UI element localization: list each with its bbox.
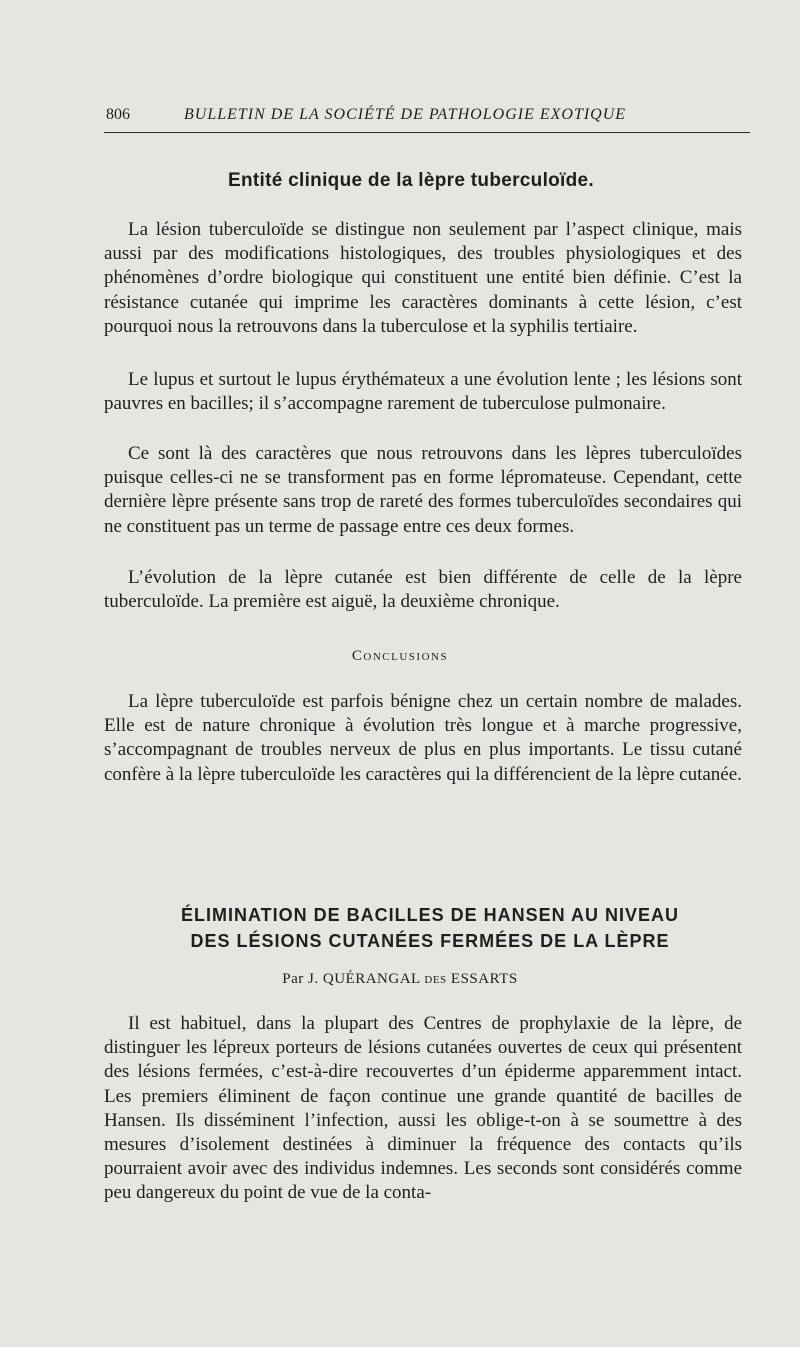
- page-number: 806: [106, 106, 130, 123]
- section-title: Entité clinique de la lèpre tuberculoïde.: [228, 170, 594, 191]
- byline-suffix: ESSARTS: [446, 971, 518, 987]
- body-paragraph: Ce sont là des caractères que nous retrouvons dans les lèpres tuberculoïdes puisque celles-ci ne se transforment pas en forme lépromateuse. Cependant, cette dernière lèpre présente sans trop de rareté des formes tuberculoïdes secondaires qui ne constituent pas un terme de passage entre ces deux formes.: [104, 443, 742, 537]
- conclusions-paragraph: La lèpre tuberculoïde est parfois bénigne chez un certain nombre de malades. Elle est de nature chronique à évolution très longue et à marche progressive, s’accompagnant de troubles nerveux de plus en plus importants. Le tissu cutané confère à la lèpre tuberculoïde les caractères qui la différencient de la lèpre cutanée.: [104, 691, 742, 785]
- body-paragraph: La lésion tuberculoïde se distingue non seulement par l’aspect clinique, mais aussi par des modifications histologiques, des troubles physiologiques et des phénomènes d’ordre biologique qui constituent une entité bien définie. C’est la résistance cutanée qui imprime les caractères dominants à cette lésion, c’est pourquoi nous la retrouvons dans la tuberculose et la syphilis tertiaire.: [104, 219, 742, 337]
- article-title: [120, 902, 740, 954]
- article-title-line-1: ÉLIMINATION DE BACILLES DE HANSEN AU NIVEAU: [180, 905, 680, 925]
- body-paragraph: L’évolution de la lèpre cutanée est bien différente de celle de la lèpre tuberculoïde. La première est aiguë, la deuxième chronique.: [104, 567, 742, 613]
- byline: [0, 971, 800, 988]
- article-paragraph: Il est habituel, dans la plupart des Centres de prophylaxie de la lèpre, de distinguer les lépreux porteurs de lésions cutanées ouvertes de ceux qui présentent des lésions fermées, c’est-à-dire recouvertes d’un épiderme apparemment intact. Les premiers éliminent de façon continue une grande quantité de bacilles de Hansen. Ils disséminent l’infection, aussi les oblige-t-on à se soumettre à des mesures d’isolement destinées à diminuer la fréquence des contacts qu’ils pourraient avoir avec des individus indemnes. Les seconds sont considérés comme peu dangereux du point de vue de la conta-: [104, 1013, 742, 1204]
- conclusions-heading: Conclusions: [351, 648, 449, 664]
- journal-title: BULLETIN DE LA SOCIÉTÉ DE PATHOLOGIE EXOTIQUE: [184, 106, 627, 123]
- running-header: [104, 106, 750, 133]
- byline-particle: DES: [424, 974, 447, 986]
- byline-prefix: Par J. QUÉRANGAL: [282, 971, 425, 987]
- body-paragraph: Le lupus et surtout le lupus érythémateux a une évolution lente ; les lésions sont pauvres en bacilles; il s’accompagne rarement de tuberculose pulmonaire.: [104, 369, 742, 415]
- article-title-line-2: DES LÉSIONS CUTANÉES FERMÉES DE LA LÈPRE: [190, 931, 670, 951]
